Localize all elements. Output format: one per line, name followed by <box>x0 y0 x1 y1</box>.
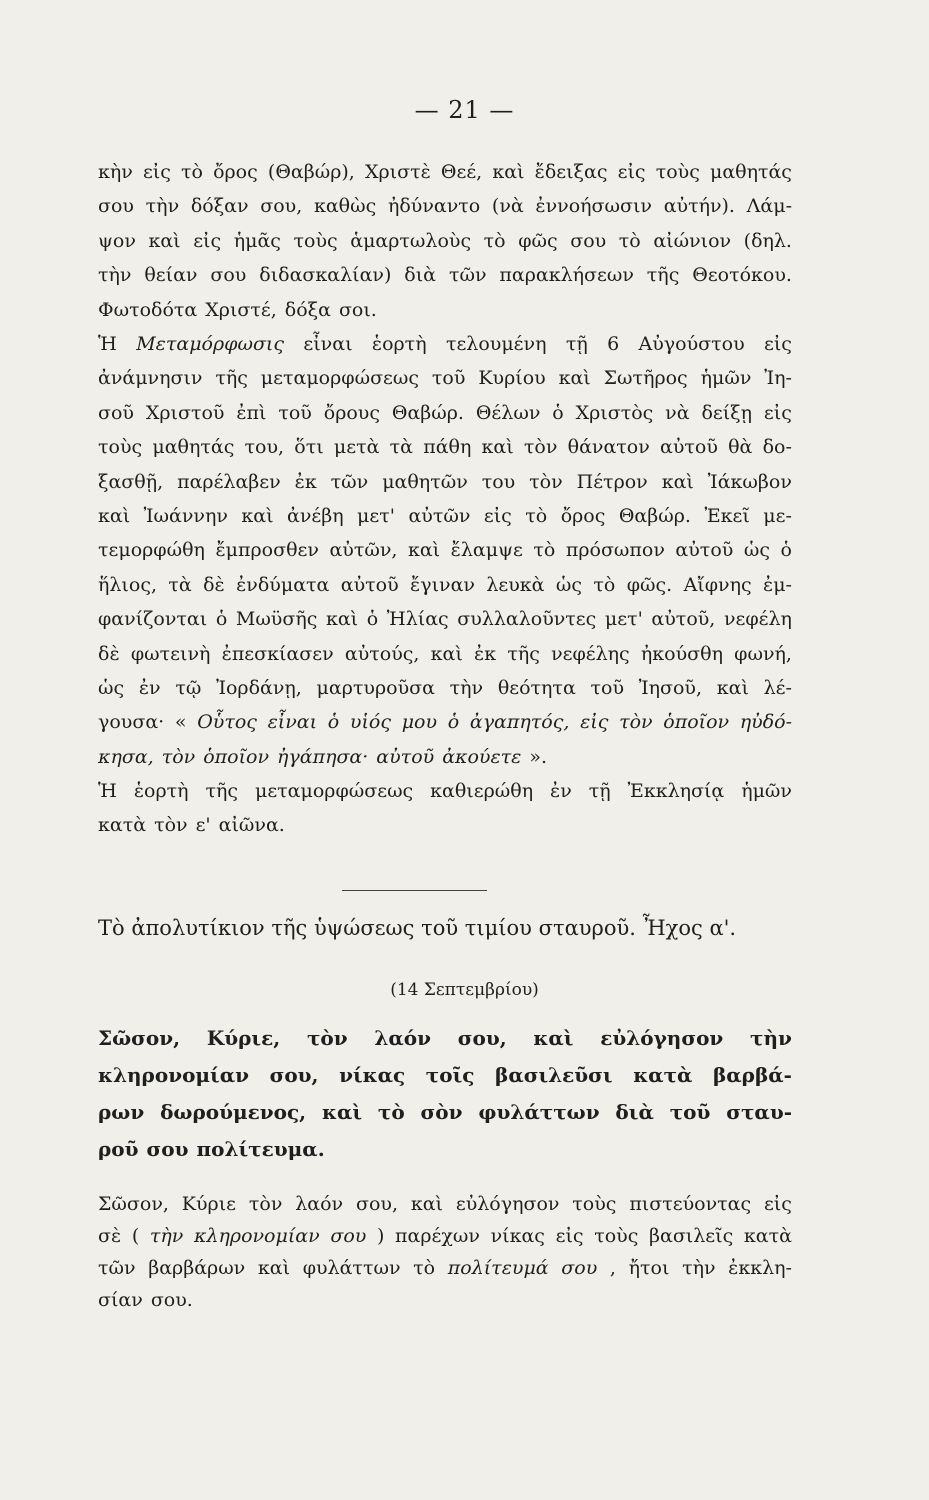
word: τῷ <box>175 676 202 699</box>
text-line <box>98 1020 792 1057</box>
word: εὐλόγησον <box>600 1026 724 1050</box>
word: τῆς <box>507 642 540 665</box>
word: ἀνάμνησιν <box>98 367 203 390</box>
word: μαθητάς <box>152 436 235 459</box>
word: Λάμ- <box>746 195 792 218</box>
word: ὁποῖον <box>663 711 730 734</box>
word: τοῖς <box>425 1063 475 1087</box>
word: διὰ <box>404 264 437 287</box>
word: Φωτοδότα <box>98 298 198 321</box>
word: ἐπεσκίασεν <box>221 642 334 665</box>
text-line <box>98 808 792 842</box>
paragraph-transfiguration-explanation <box>98 327 792 843</box>
word: καὶ <box>407 539 441 562</box>
word: κατὰ <box>98 814 147 837</box>
word: σου <box>570 229 607 252</box>
word: λέ- <box>763 676 792 699</box>
word: τῇ <box>588 780 611 803</box>
word: εἰς <box>763 401 792 424</box>
word: ψον <box>98 229 136 252</box>
word: Θέλων <box>475 401 541 424</box>
word: λαόν <box>374 1026 431 1050</box>
word: σου, <box>355 1193 398 1215</box>
word: τὸν <box>154 814 188 837</box>
word: Ἐκεῖ <box>704 504 750 527</box>
word: ἀνέβη <box>286 504 344 527</box>
word: νὰ <box>665 401 690 424</box>
text-line <box>98 155 792 189</box>
word: μεταμορφώσεως <box>254 780 414 803</box>
word: πολίτευμά <box>447 1257 549 1279</box>
word: ὡς <box>743 539 770 562</box>
word: φανίζονται <box>98 608 208 631</box>
word: ἔγιναν <box>410 573 475 596</box>
page-number: — 21 — <box>414 96 515 124</box>
word: καὶ <box>661 470 694 493</box>
word: Σωτῆρος <box>603 367 688 390</box>
word: μετ' <box>604 608 643 631</box>
feast-date: (14 Σεπτεμβρίου) <box>390 980 539 1000</box>
word: σὸν <box>420 1100 463 1124</box>
word: τὸν <box>619 711 653 734</box>
word: τὴν <box>145 195 180 218</box>
text-line <box>98 774 792 808</box>
word: ἥλιος, <box>98 573 157 596</box>
word: δο- <box>762 436 792 459</box>
text-line <box>98 1094 792 1131</box>
word: κληρονομίαν <box>98 1063 249 1087</box>
word: ὁ <box>215 608 228 631</box>
word: Χριστὸς <box>575 401 654 424</box>
word: γουσα· <box>98 711 165 734</box>
word: Χριστὲ <box>364 161 431 183</box>
word: σου <box>98 195 134 218</box>
word: Μωϋσῆς <box>235 608 318 631</box>
paragraph-paraphrase <box>98 1188 792 1316</box>
word: Σῶσον, <box>98 1193 169 1215</box>
word: ὡς <box>555 573 582 596</box>
word: ἡμῶν <box>741 780 792 803</box>
apolytikion-text <box>98 1020 792 1168</box>
word: (νὰ <box>491 195 524 218</box>
word: Ἰησοῦ, <box>638 676 703 699</box>
word: ἐκκλη- <box>728 1257 792 1279</box>
word: λευκὰ <box>486 573 545 596</box>
word: ἐννοήσωσιν <box>535 195 652 218</box>
word: ὁ <box>552 401 564 424</box>
word: πιστεύοντας <box>629 1193 752 1215</box>
text-line <box>98 1057 792 1094</box>
word: ὄρους <box>323 401 380 424</box>
word: φωνή, <box>734 642 792 665</box>
word: νίκας <box>339 1063 406 1087</box>
word: τὸν <box>306 1026 348 1050</box>
word: πάθη <box>423 436 472 459</box>
word: τὰ <box>389 436 413 459</box>
word: Χριστοῦ <box>145 401 225 424</box>
word: τοὺς <box>572 1193 617 1215</box>
word: αἰώνιον <box>653 229 732 252</box>
word: ὁποῖον <box>203 745 270 768</box>
word: ἀγαπητός, <box>469 711 570 734</box>
word: τὸ <box>525 504 548 527</box>
text-line <box>98 671 792 705</box>
word: σοι. <box>338 298 377 321</box>
word: παρακλήσεων <box>499 264 634 287</box>
word: εἰς <box>483 504 512 527</box>
word: ἐκ <box>294 470 317 493</box>
word: τὸν <box>529 470 563 493</box>
word: Κύριε <box>181 1193 237 1215</box>
word: καὶ <box>716 676 749 699</box>
word: τοὺς <box>98 436 143 459</box>
word: κατὰ <box>743 1225 792 1247</box>
word: αὐτοῦ <box>376 745 435 768</box>
word: διδασκαλίαν) <box>259 264 392 287</box>
word: βασιλεῦσι <box>495 1063 613 1087</box>
section-divider <box>342 890 487 891</box>
word: « <box>174 711 187 734</box>
word: τῆς <box>215 367 248 390</box>
word: δόξα <box>284 298 331 321</box>
word: δὲ <box>203 573 225 596</box>
word: ἑορτὴ <box>371 333 427 355</box>
word: θείαν <box>144 264 198 287</box>
word: φυλάττων <box>478 1100 600 1124</box>
word: ρων <box>98 1100 145 1124</box>
word: ε' <box>195 814 211 837</box>
word: καὶ <box>558 367 591 390</box>
word: τὸ <box>618 229 641 252</box>
word: βαρβάρων <box>148 1257 246 1279</box>
word: φωτεινὴ <box>130 642 211 665</box>
text-line <box>98 465 792 499</box>
word: Ἐκκλησίᾳ <box>627 780 725 803</box>
word: ἐν <box>138 676 161 699</box>
word: τὸν <box>523 436 558 459</box>
word: μετὰ <box>333 436 380 459</box>
word: αὐτοῦ, <box>651 608 716 631</box>
word: φυλάττων <box>302 1257 401 1279</box>
word: Αὐγούστου <box>638 333 745 355</box>
word: ἔλαμψε <box>450 539 523 562</box>
text-line <box>98 602 792 636</box>
word: τὰ <box>168 573 192 596</box>
text-line <box>98 740 792 774</box>
word: τῆς <box>646 264 680 287</box>
word: ὁ <box>780 539 792 562</box>
word: 6 <box>607 333 620 355</box>
word: Ἡ <box>98 780 117 803</box>
word: (Θαβώρ), <box>267 161 355 183</box>
word: σὲ <box>98 1225 122 1247</box>
word: θὰ <box>728 436 753 459</box>
word: κατὰ <box>633 1063 693 1087</box>
word: παρέλαβεν <box>177 470 281 493</box>
word: ἐνδύματα <box>236 573 330 596</box>
word: φῶς <box>518 229 558 252</box>
word: ) <box>376 1225 385 1247</box>
word: τὸν <box>161 745 196 768</box>
word: ἔδειξας <box>534 161 608 183</box>
word: Ἰορδάνῃ, <box>216 676 302 699</box>
text-line <box>98 293 792 327</box>
word: Κύριε, <box>206 1026 281 1050</box>
word: ξασθῇ, <box>98 470 164 493</box>
word: ». <box>529 745 548 768</box>
word: τοὺς <box>293 229 338 252</box>
text-line <box>98 258 792 292</box>
text-line <box>98 189 792 223</box>
word: σου, <box>269 1063 319 1087</box>
word: τοὺς <box>594 1225 639 1247</box>
word: του <box>481 470 516 493</box>
word: σου <box>330 1225 367 1247</box>
word: τελουμένη <box>445 333 547 355</box>
word: μετ' <box>357 504 395 527</box>
section-heading: Τὸ ἀπολυτίκιον τῆς ὑψώσεως τοῦ τιμίου σταυροῦ. Ἦχος α'. <box>98 916 737 940</box>
word: ἐπὶ <box>236 401 267 424</box>
word: τὸν <box>248 1193 283 1215</box>
word: ὁ <box>327 711 340 734</box>
word: Θαβώρ. <box>618 504 691 527</box>
word: εἶναι <box>267 711 318 734</box>
word: καὶ <box>533 1026 574 1050</box>
word: εἰς <box>763 333 792 355</box>
word: του, <box>244 436 285 459</box>
word: σου <box>146 1137 189 1161</box>
word: φῶς. <box>626 573 673 596</box>
word: θεότητα <box>497 676 576 699</box>
word: Χριστέ, <box>205 298 277 321</box>
word: κληρονομίαν <box>194 1225 320 1247</box>
word: τῇ <box>565 333 588 355</box>
word: αὐτῶν <box>408 504 471 527</box>
word: ἐκ <box>474 642 497 665</box>
word: τοῦ <box>278 401 312 424</box>
word: , <box>609 1257 616 1279</box>
word: σου <box>210 264 247 287</box>
word: μαρτυροῦσα <box>316 676 435 699</box>
word: τὸ <box>533 539 556 562</box>
word: σου, <box>260 195 303 218</box>
paragraph-transfiguration-hymn <box>98 155 792 327</box>
word: τῶν <box>330 470 369 493</box>
word: νεφέλης <box>551 642 630 665</box>
word: εἰς <box>193 229 222 252</box>
word: (δηλ. <box>743 229 792 252</box>
word: πολίτευμα. <box>196 1137 325 1161</box>
word: διὰ <box>615 1100 654 1124</box>
word: τεμορφώθη <box>98 539 205 562</box>
word: τὴν <box>750 1026 792 1050</box>
word: μου <box>401 711 438 734</box>
word: τῶν <box>448 264 487 287</box>
text-line <box>98 637 792 671</box>
word: ροῦ <box>98 1137 139 1161</box>
word: τῶν <box>98 1257 136 1279</box>
word: καὶ <box>148 229 181 252</box>
word: τοῦ <box>431 367 466 390</box>
text-line <box>98 533 792 567</box>
word: ὄρος <box>560 504 606 527</box>
word: Κυρίου <box>478 367 546 390</box>
word: ἔμπροσθεν <box>215 539 319 562</box>
word: καὶ <box>410 1193 443 1215</box>
word: μεταμορφώσεως <box>260 367 420 390</box>
text-line <box>98 224 792 258</box>
word: τὴν <box>682 1257 716 1279</box>
word: Σῶσον, <box>98 1026 181 1050</box>
word: καθὼς <box>313 195 377 218</box>
word: σοῦ <box>98 401 134 424</box>
text-line <box>98 568 792 602</box>
word: σου. <box>150 1289 193 1311</box>
text-line <box>98 1188 792 1220</box>
word: δωρούμενος, <box>160 1100 307 1124</box>
word: βασιλεῖς <box>649 1225 734 1247</box>
word: τὸ <box>377 1100 405 1124</box>
word: λαόν <box>295 1193 344 1215</box>
word: αἰῶνα. <box>218 814 285 837</box>
word: ἡμᾶς <box>233 229 281 252</box>
word: πρόσωπον <box>565 539 665 562</box>
word: ἁμαρτωλοὺς <box>350 229 472 252</box>
word: ἑορτὴ <box>133 780 189 803</box>
text-line <box>98 1252 792 1284</box>
word: νεφέλη <box>723 608 792 631</box>
word: ὡς <box>98 676 125 699</box>
word: ( <box>131 1225 140 1247</box>
word: ἡμῶν <box>700 367 752 390</box>
word: Θεοτόκου. <box>692 264 792 287</box>
word: εἰς <box>142 161 171 183</box>
text-line <box>98 1220 792 1252</box>
word: εἶναι <box>303 333 353 355</box>
word: ἠκούσθη <box>640 642 723 665</box>
word: Ἠλίας <box>386 608 449 631</box>
word: Μεταμόρφωσις <box>136 333 285 355</box>
word: τὸ <box>181 161 203 183</box>
text-line <box>98 1284 792 1316</box>
word: δείξῃ <box>701 401 753 424</box>
word: ὅτι <box>294 436 324 459</box>
word: εἰς <box>555 1225 584 1247</box>
word: αὐτούς, <box>344 642 420 665</box>
word: καὶ <box>325 608 359 631</box>
word: αὐτῶν, <box>329 539 398 562</box>
word: Θαβώρ. <box>391 401 464 424</box>
word: εὐλόγησον <box>455 1193 560 1215</box>
word: εἰς <box>763 1193 792 1215</box>
word: Ἰη- <box>764 367 792 390</box>
word: σταυ- <box>726 1100 792 1124</box>
word: τὸ <box>593 573 616 596</box>
word: εἰς <box>580 711 609 734</box>
word: τὸ <box>413 1257 436 1279</box>
word: Ἡ <box>98 333 117 355</box>
word: καὶ <box>241 504 274 527</box>
word: τοῦ <box>590 676 625 699</box>
word: κὴν <box>98 161 133 183</box>
word: ἤτοι <box>628 1257 670 1279</box>
word: συλλαλοῦντες <box>457 608 597 631</box>
word: καὶ <box>492 161 525 183</box>
word: Ἰάκωβον <box>707 470 792 493</box>
word: τὴν <box>98 264 132 287</box>
word: ὁ <box>447 711 460 734</box>
text-line <box>98 430 792 464</box>
word: αὐτοῦ <box>675 539 734 562</box>
text-line <box>98 499 792 533</box>
word: αὐτοῦ <box>659 436 718 459</box>
word: ηὐδό- <box>739 711 792 734</box>
word: θάνατον <box>567 436 650 459</box>
word: καὶ <box>98 504 131 527</box>
word: Πέτρον <box>576 470 648 493</box>
word: κησα, <box>98 745 154 768</box>
word: τὸ <box>483 229 506 252</box>
word: παρέχων <box>395 1225 480 1247</box>
word: Οὗτος <box>197 711 257 734</box>
word: καὶ <box>257 1257 291 1279</box>
word: υἱός <box>349 711 391 734</box>
word: βαρβά- <box>713 1063 792 1087</box>
word: αὐτήν). <box>663 195 735 218</box>
word: ἠδύναντο <box>387 195 481 218</box>
word: ἐμ- <box>763 573 792 596</box>
word: καὶ <box>481 436 514 459</box>
text-line <box>98 327 792 361</box>
text-line <box>98 396 792 430</box>
word: νίκας <box>490 1225 545 1247</box>
text-line <box>98 361 792 395</box>
word: δόξαν <box>190 195 249 218</box>
word: σου, <box>457 1026 507 1050</box>
word: τοὺς <box>655 161 700 183</box>
word: τῆς <box>205 780 239 803</box>
word: ὄρος <box>213 161 258 183</box>
word: Αἴφνης <box>683 573 752 596</box>
text-line <box>98 1131 792 1168</box>
word: καὶ <box>321 1100 363 1124</box>
word: καθιερώθη <box>430 780 534 803</box>
word: ἐν <box>550 780 572 803</box>
word: εἰς <box>617 161 646 183</box>
word: καὶ <box>430 642 463 665</box>
word: δὲ <box>98 642 120 665</box>
word: τὴν <box>449 676 484 699</box>
word: ἠγάπησα· <box>277 745 369 768</box>
word: σίαν <box>98 1289 143 1311</box>
text-line <box>98 705 792 739</box>
word: με- <box>763 504 792 527</box>
word: Θεέ, <box>440 161 483 183</box>
word: ἀκούετε <box>442 745 522 768</box>
word: μαθητῶν <box>382 470 468 493</box>
word: αὐτοῦ <box>340 573 399 596</box>
word: τὴν <box>149 1225 184 1247</box>
word: σου <box>561 1257 598 1279</box>
word: μαθητάς <box>709 161 792 183</box>
word: τοῦ <box>669 1100 711 1124</box>
word: Ἰωάννην <box>143 504 228 527</box>
word: ὁ <box>366 608 379 631</box>
